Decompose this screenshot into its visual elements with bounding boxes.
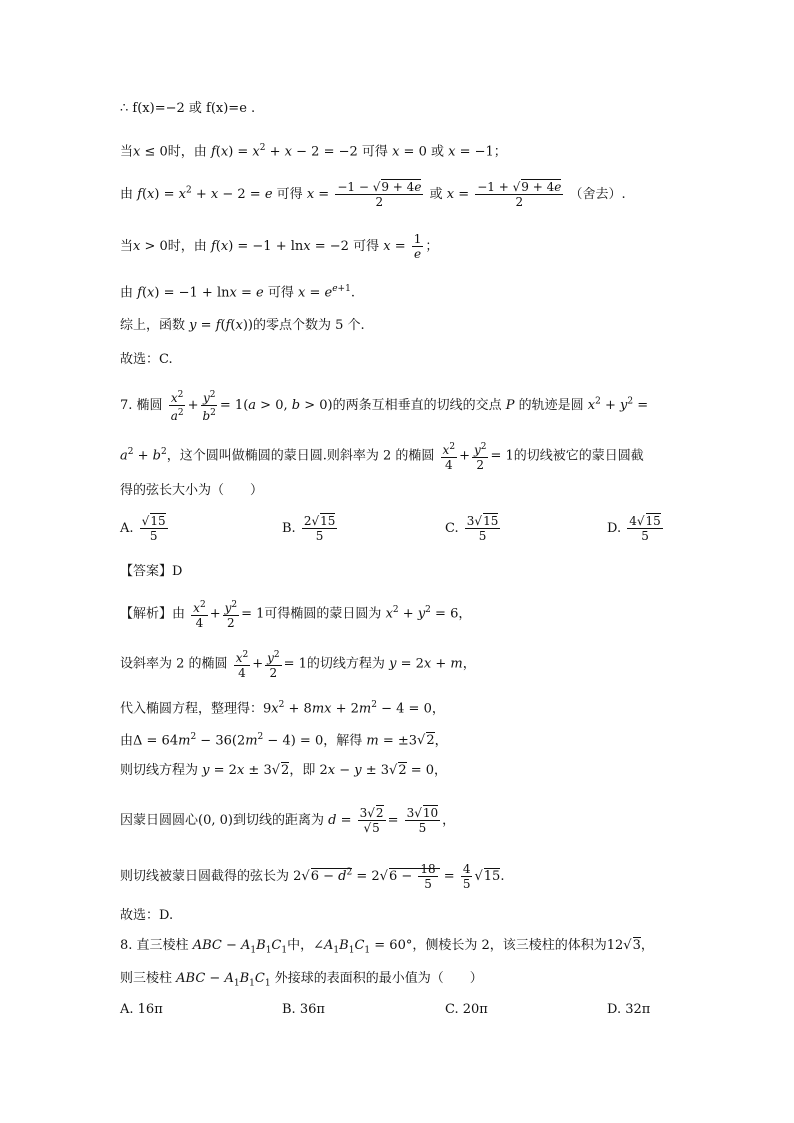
text: D. 32π	[607, 1002, 651, 1017]
text: 故选：C.	[120, 352, 173, 367]
text: ，这个圆叫做椭圆的蒙日圆.则斜率为 2 的椭圆	[166, 448, 435, 464]
fraction: $\frac{3√ 15}{5}$	[465, 514, 501, 543]
fraction: $\frac{y^2}{2}$	[267, 650, 280, 680]
text: 的切线被它的蒙日圆截	[513, 448, 644, 464]
q7-line-2: $a^2 + b^2$，这个圆叫做椭圆的蒙日圆.则斜率为 2 的椭圆 $\frac{x^2}{4}$ + $\frac{y^2}{2}$ = 1的切线被它的蒙日圆截	[120, 442, 644, 472]
text: 中，	[287, 938, 314, 953]
text: 当	[120, 239, 134, 254]
q7-analysis-2: 设斜率为 2 的椭圆 $\frac{x^2}{4}$ + $\frac{y^2}{2}$ = 1的切线方程为 y = 2x + m，	[120, 650, 476, 680]
text: B. 36π	[282, 1002, 325, 1017]
fraction: $\frac{1}{e}$	[413, 232, 422, 261]
text: 的零点个数为 5 个.	[252, 318, 365, 333]
text: ，侧棱长为 2，该三棱柱的体积为	[412, 938, 607, 953]
text: 8. 直三棱柱	[120, 938, 189, 953]
fraction: $\frac{x^2}{4}$	[442, 442, 456, 472]
q7-analysis-7: 则切线被蒙日圆截得的弦长为 2√ $6 - d^2 = 2√$ 6 − $\frac{18}{5}$ = $\frac{4}{5}$ √ 15.	[120, 862, 504, 891]
q7-analysis-5: 则切线方程为 y = 2x ± 3√ 2，即 2x − y ± 3√ 2 = 0，	[120, 761, 447, 781]
fraction: $\frac{4√ 15}{5}$	[627, 514, 663, 543]
q7-answer	[120, 562, 182, 582]
text: B.	[282, 521, 296, 536]
q7-option-a	[120, 514, 170, 543]
text: 外接球的表面积的最小值为（ ）	[274, 971, 483, 986]
text: 可得	[361, 144, 388, 160]
text: 故选：D.	[120, 908, 174, 923]
text: 则切线方程为	[120, 763, 199, 778]
text: A.	[120, 521, 134, 536]
text: 得的弦长大小为（ ）	[120, 483, 264, 498]
text: 设斜率为 2 的椭圆	[120, 656, 228, 672]
text: 代入椭圆方程，整理得：	[120, 701, 264, 717]
q7-option-b	[282, 514, 339, 543]
text: 【解析】	[120, 606, 173, 622]
line-6: 综上，函数 y = f(f(x))的零点个数为 5 个.	[120, 318, 365, 333]
q7-analysis-1: 【解析】由 $\frac{x^2}{4}$ + $\frac{y^2}{2}$ = 1可得椭圆的蒙日圆为 $x^2 + y^2 = 6$，	[120, 600, 472, 630]
fraction: $\frac{-1 + √ 9 + 4e}{2}$	[475, 180, 563, 209]
text: 可得椭圆的蒙日圆为	[264, 606, 382, 622]
text: A. 16π	[120, 1002, 163, 1017]
text: 综上，函数	[120, 318, 186, 333]
text: 由	[172, 606, 186, 622]
q8-option-a	[120, 1002, 163, 1017]
fraction: $\frac{x^2}{a^2}$	[170, 390, 184, 423]
fraction: $\frac{y^2}{2}$	[224, 600, 238, 630]
text: 时，由	[167, 239, 207, 254]
q7-line-3	[120, 481, 263, 501]
text: 则三棱柱	[120, 971, 173, 986]
text: 因蒙日圆圆心	[120, 813, 199, 828]
line-1-text: ∴ f(x)=−2 或 f(x)=e .	[120, 101, 256, 116]
text: 到切线的距离为	[232, 813, 324, 828]
line-1	[120, 99, 255, 119]
line-4: 当x > 0时，由 f(x) = −1 + lnx = −2 可得 x = $\frac{1}{e}$ ；	[120, 232, 439, 261]
text: C.	[445, 521, 459, 536]
fraction: $\frac{4}{5}$	[462, 862, 471, 891]
text: 时，由	[167, 144, 207, 160]
text: 则切线被蒙日圆截得的弦长为	[120, 869, 290, 884]
text: 或	[429, 187, 443, 202]
fraction: √ $\frac{15}{5}$	[140, 514, 168, 543]
q8-option-c	[445, 1002, 488, 1017]
q8-option-d	[607, 1002, 650, 1017]
text: 7. 椭圆	[120, 398, 163, 413]
line-3: 由 $f(x) = x^2 + x - 2 = e$ 可得 x = $\frac{-1 - √ 9 + 4e}{2}$ 或 x = $\frac{-1 + √ 9 + 4e}{2}$ （舍去）.	[120, 180, 626, 209]
text: 的两条互相垂直的切线的交点	[332, 398, 502, 413]
fraction: $\frac{x^2}{4}$	[193, 600, 206, 630]
text: 由	[120, 187, 134, 202]
q8-line-2: 则三棱柱 ABC − $A_1B_1C_1$ 外接球的表面积的最小值为（ ）	[120, 971, 483, 989]
fraction: $\frac{3√ 10}{5}$	[405, 806, 441, 835]
q7-option-d	[607, 514, 665, 543]
text: 可得	[353, 239, 380, 254]
fraction: $\frac{x^2}{4}$	[235, 650, 249, 680]
q7-analysis-4: 由$\Delta = 64m^2 - 36(2m^2 - 4) = 0$，解得 m = ±3√ 2，	[120, 727, 448, 751]
text: 可得	[276, 187, 303, 202]
text: D.	[607, 521, 622, 536]
line-7	[120, 350, 173, 370]
q7-option-c	[445, 514, 502, 543]
fraction: $\frac{y^2}{2}$	[473, 442, 487, 472]
q7-end	[120, 906, 173, 926]
text: 由	[120, 285, 134, 301]
fraction: $\frac{2√ 15}{5}$	[302, 514, 338, 543]
line-2: 当x ≤ 0时，由 $f(x) = x^2 + x - 2 = -2$ 可得 x = 0 或 x = −1；	[120, 143, 507, 160]
text: 【答案】D	[120, 564, 183, 579]
text: 可得	[267, 285, 294, 301]
text: ，解得	[323, 733, 363, 749]
text: 的切线方程为	[306, 656, 385, 672]
q7-analysis-6: 因蒙日圆圆心(0, 0)到切线的距离为 d = 3√ 2 √ 5 = $\frac{3√ 10}{5}$ ，	[120, 806, 455, 835]
line-5: 由 f(x) = −1 + lnx = e 可得 $x = e^{e+1}$.	[120, 284, 355, 301]
q7-line-1: 7. 椭圆 $\frac{x^2}{a^2}$ + $\frac{y^2}{b^2}$ = 1(a > 0, b > 0)的两条互相垂直的切线的交点 P 的轨迹是圆 $x^2 + y^2$ =	[120, 390, 649, 423]
text: 或	[430, 144, 444, 160]
text: （舍去）.	[569, 187, 626, 202]
fraction: $\frac{y^2}{b^2}$	[202, 390, 216, 423]
fraction: 3√ 2 √ 5	[358, 806, 386, 835]
text: 由	[120, 733, 134, 749]
text: 当	[120, 144, 134, 160]
fraction: $\frac{-1 - √ 9 + 4e}{2}$	[335, 180, 423, 209]
q8-line-1: 8. 直三棱柱 ABC − $A_1B_1C_1$中，$\angle A_1B_1C_1 = 60^\circ$，侧棱长为 2，该三棱柱的体积为12√ 3，	[120, 936, 654, 961]
q8-option-b	[282, 1002, 325, 1017]
q7-analysis-3: 代入椭圆方程，整理得：$9x^2 + 8mx + 2m^2 - 4 = 0$，	[120, 700, 445, 717]
text: ，即	[289, 763, 316, 778]
text: C. 20π	[445, 1002, 488, 1017]
text: 的轨迹是圆	[518, 398, 584, 413]
